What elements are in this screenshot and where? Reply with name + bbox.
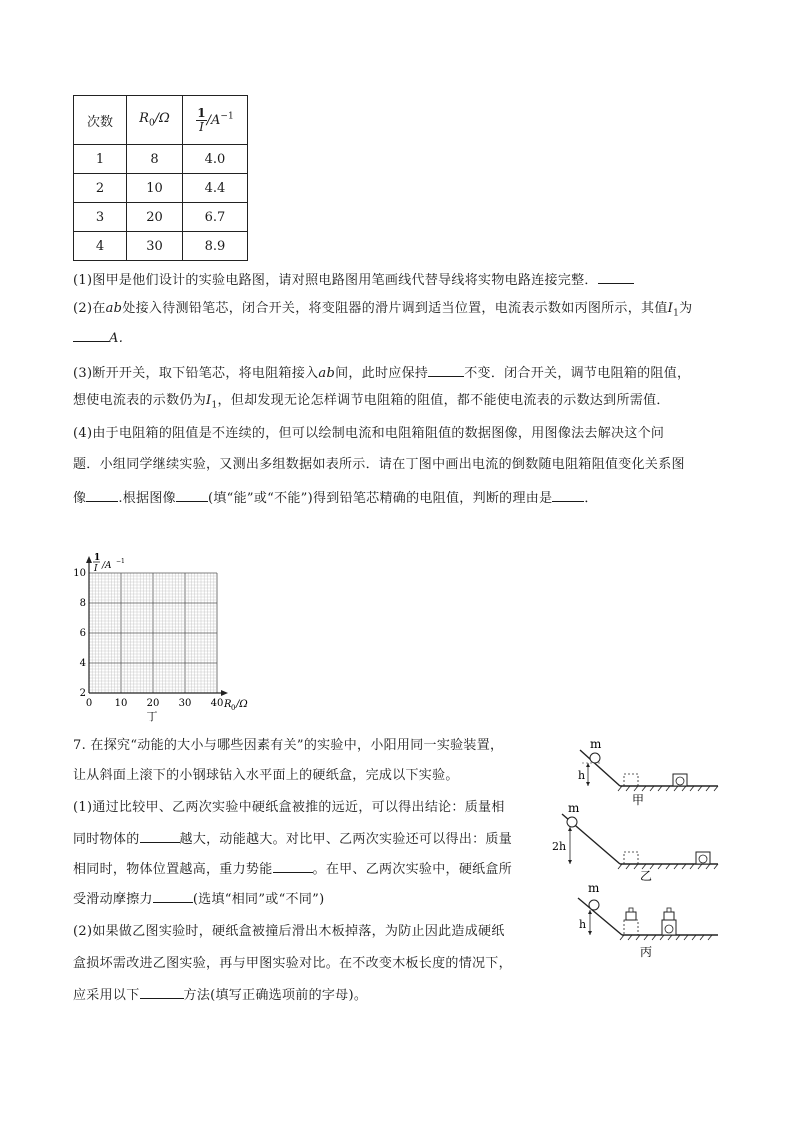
y-tick-label: 6 bbox=[79, 628, 86, 639]
floor-hatch bbox=[620, 935, 712, 940]
q7-line3 bbox=[73, 798, 505, 818]
x-tick-label: 20 bbox=[146, 698, 160, 709]
x-axis-arrow bbox=[221, 690, 228, 696]
table-row bbox=[74, 174, 248, 203]
x-ticks bbox=[86, 698, 224, 709]
header-count: 次数 bbox=[74, 96, 127, 145]
floor-hatch bbox=[618, 786, 718, 791]
weight-knob bbox=[667, 908, 671, 912]
box-start-dashed bbox=[624, 852, 638, 864]
figure-label-jia: 甲 bbox=[632, 793, 645, 807]
x-tick-label: 0 bbox=[85, 698, 93, 709]
q6-p2-I: I bbox=[667, 301, 674, 316]
cell-inv: 6.7 bbox=[183, 203, 248, 232]
q7-text: 越大，动能越大。对比甲、乙两次实验还可以得出：质量 bbox=[179, 832, 513, 847]
q6-part2-cont bbox=[73, 327, 123, 349]
q7-line2 bbox=[73, 766, 459, 786]
q6-part4-line3 bbox=[73, 487, 598, 509]
inverse-fraction bbox=[196, 107, 206, 134]
q6-p4-text-a: (4)由于电阻箱的阻值是不连续的，但可以绘制电流和电阻箱阻值的数据图像，用图像法去解决这个问 bbox=[73, 426, 665, 441]
x-tick-label: 30 bbox=[178, 698, 192, 709]
header-inv-unit: /A bbox=[206, 112, 221, 128]
steel-ball bbox=[590, 753, 600, 763]
q7-line8 bbox=[73, 954, 512, 974]
q7-line6 bbox=[73, 888, 324, 910]
graph-caption: 丁 bbox=[146, 710, 158, 723]
q6-p4-text-b: 题．小组同学继续实验，又测出多组数据如表所示．请在丁图中画出电流的倒数随电阻箱阻值变化关系图 bbox=[73, 457, 685, 472]
q6-p4-text-f: ． bbox=[584, 491, 598, 506]
answer-blank[interactable] bbox=[140, 984, 184, 999]
cell-r0: 8 bbox=[127, 145, 183, 174]
q7-text: 相同时，物体位置越高，重力势能 bbox=[73, 862, 273, 877]
y-tick-label: 2 bbox=[79, 688, 86, 699]
q7-text: 同时物体的 bbox=[73, 832, 140, 847]
paper-box bbox=[696, 852, 710, 864]
answer-blank[interactable] bbox=[598, 269, 634, 284]
y-tick-label: 4 bbox=[79, 658, 86, 669]
height-arrow-up bbox=[586, 763, 590, 767]
mass-label: m bbox=[568, 801, 580, 815]
q7-text: 。在甲、乙两次实验中，硬纸盒所 bbox=[312, 862, 513, 877]
cell-r0: 20 bbox=[127, 203, 183, 232]
table-row bbox=[74, 203, 248, 232]
data-table bbox=[73, 95, 248, 261]
weight-block bbox=[664, 912, 674, 920]
q6-p2-unit: A. bbox=[109, 331, 124, 346]
figure-label-bing: 丙 bbox=[640, 945, 653, 959]
answer-blank[interactable] bbox=[428, 362, 464, 377]
q6-p3-text-c: 不变．闭合开关，调节电阻箱的阻值， bbox=[464, 366, 691, 381]
frac-denominator: I bbox=[199, 119, 204, 134]
y-axis-arrow bbox=[86, 556, 92, 563]
height-label: h bbox=[579, 918, 587, 931]
q7-line4 bbox=[73, 828, 512, 850]
q6-part3-line1 bbox=[73, 362, 690, 384]
y-label-num: 1 bbox=[94, 553, 101, 563]
q7-text: 应采用以下 bbox=[73, 988, 140, 1003]
height-arrow-up bbox=[588, 910, 592, 914]
table-row bbox=[74, 145, 248, 174]
paper-box bbox=[673, 774, 687, 786]
height-arrow-up bbox=[568, 827, 572, 831]
cell-count: 2 bbox=[74, 174, 127, 203]
q6-p2-text-a: (2)在 bbox=[73, 301, 106, 316]
weight-block bbox=[626, 912, 636, 920]
q7-text: 7. 在探究“动能的大小与哪些因素有关”的实验中，小阳用同一实验装置， bbox=[73, 738, 504, 753]
q6-p3-ab: ab bbox=[318, 366, 336, 381]
x-unit: /Ω bbox=[236, 699, 248, 710]
header-r0 bbox=[127, 96, 183, 145]
box-start-dashed bbox=[624, 920, 638, 935]
q6-part1 bbox=[73, 269, 634, 291]
cell-r0: 10 bbox=[127, 174, 183, 203]
q6-p2-I-sub: 1 bbox=[673, 308, 680, 319]
q6-p3-I: I bbox=[206, 393, 212, 408]
header-r0-unit: /Ω bbox=[154, 111, 170, 127]
q6-p3-text-d: 想使电流表的示数仍为 bbox=[73, 393, 207, 408]
header-r0-sub: 0 bbox=[148, 118, 155, 129]
y-label-den: I bbox=[94, 564, 98, 574]
q6-p3-I-sub: 1 bbox=[211, 400, 218, 411]
answer-blank[interactable] bbox=[176, 487, 208, 502]
cell-count: 4 bbox=[74, 232, 127, 261]
q6-part3-line2 bbox=[73, 391, 670, 416]
answer-blank[interactable] bbox=[86, 487, 118, 502]
height-arrow-down bbox=[568, 860, 572, 864]
q6-p2-ab: ab bbox=[105, 301, 123, 316]
cell-inv: 8.9 bbox=[183, 232, 248, 261]
table-header-row bbox=[74, 96, 248, 145]
x-label-sub: 0 bbox=[231, 704, 236, 712]
q6-p4-text-c: 像 bbox=[73, 491, 87, 506]
floor-hatch bbox=[618, 864, 718, 869]
cell-count: 3 bbox=[74, 203, 127, 232]
q7-text: 盒损坏需改进乙图实验，再与甲图实验对比。在不改变木板长度的情况下， bbox=[73, 956, 512, 971]
q7-text: (1)通过比较甲、乙两次实验中硬纸盒被推的远近，可以得出结论：质量相 bbox=[73, 800, 505, 815]
header-r0-symbol: R bbox=[139, 111, 149, 127]
y-unit-sup: −1 bbox=[116, 558, 125, 565]
q7-text: 方法(填写正确选项前的字母)。 bbox=[183, 988, 368, 1003]
ramp bbox=[580, 750, 620, 786]
weight-knob bbox=[629, 908, 633, 912]
x-tick-label: 40 bbox=[210, 698, 224, 709]
q6-p2-text-c: 为 bbox=[679, 301, 693, 316]
box-start-dashed bbox=[624, 774, 638, 786]
q6-p3-text-a: (3)断开开关，取下铅笔芯，将电阻箱接入 bbox=[73, 366, 319, 381]
mass-label: m bbox=[588, 881, 600, 895]
q7-line9 bbox=[73, 984, 367, 1006]
figure-label-yi: 乙 bbox=[640, 869, 653, 882]
q7-text: 让从斜面上滚下的小钢球钻入水平面上的硬纸盒，完成以下实验。 bbox=[73, 768, 459, 783]
q6-p1-text: (1)图甲是他们设计的实验电路图，请对照电路图用笔画线代替导线将实物电路连接完整． bbox=[73, 273, 598, 288]
cell-inv: 4.0 bbox=[183, 145, 248, 174]
height-label: h bbox=[578, 769, 586, 782]
graph-ding bbox=[66, 548, 266, 728]
q7-line7 bbox=[73, 922, 505, 942]
height-arrow-down bbox=[588, 931, 592, 935]
figure-bing bbox=[564, 880, 724, 962]
mass-label: m bbox=[590, 737, 602, 751]
q7-line5 bbox=[73, 858, 512, 880]
figure-yi bbox=[548, 800, 730, 882]
steel-ball bbox=[567, 817, 577, 827]
q7-text: 受滑动摩擦力 bbox=[73, 892, 153, 907]
q6-part4-line2 bbox=[73, 455, 685, 475]
q7-text: (选填“相同”或“不同”) bbox=[192, 892, 325, 907]
q6-p4-text-d: .根据图像 bbox=[118, 491, 176, 506]
y-tick-label: 8 bbox=[79, 598, 86, 609]
height-label: 2h bbox=[552, 840, 567, 853]
q6-p3-text-b: 间，此时应保持 bbox=[335, 366, 429, 381]
y-unit: /A bbox=[102, 561, 112, 571]
frac-numerator: 1 bbox=[197, 105, 206, 120]
cell-count: 1 bbox=[74, 145, 127, 174]
y-ticks bbox=[73, 568, 86, 699]
q6-p2-text-b: 处接入待测铅笔芯，闭合开关，将变阻器的滑片调到适当位置，电流表示数如丙图所示，其值 bbox=[122, 301, 668, 316]
answer-blank[interactable] bbox=[153, 888, 193, 903]
q6-part2 bbox=[73, 299, 692, 324]
table-row bbox=[74, 232, 248, 261]
answer-blank[interactable] bbox=[140, 828, 180, 843]
q6-part4-line1 bbox=[73, 424, 664, 444]
header-inv-sup: −1 bbox=[220, 111, 234, 122]
steel-ball bbox=[589, 900, 599, 910]
header-inverse-current bbox=[183, 96, 248, 145]
cell-r0: 30 bbox=[127, 232, 183, 261]
figure-jia bbox=[560, 736, 730, 808]
height-arrow-down bbox=[586, 782, 590, 786]
answer-blank[interactable] bbox=[73, 327, 109, 342]
y-tick-label: 10 bbox=[73, 568, 86, 579]
answer-blank[interactable] bbox=[273, 858, 313, 873]
q7-text: (2)如果做乙图实验时，硬纸盒被撞后滑出木板掉落，为防止因此造成硬纸 bbox=[73, 924, 505, 939]
q6-p4-text-e: (填“能”或“不能”)得到铅笔芯精确的电阻值，判断的理由是 bbox=[207, 491, 553, 506]
q7-line1 bbox=[73, 736, 503, 756]
answer-blank[interactable] bbox=[552, 487, 584, 502]
cell-inv: 4.4 bbox=[183, 174, 248, 203]
q6-p3-text-e: ，但却发现无论怎样调节电阻箱的阻值，都不能使电流表的示数达到所需值． bbox=[217, 393, 670, 408]
graph-grid bbox=[89, 573, 217, 693]
x-label: R bbox=[224, 699, 232, 710]
x-tick-label: 10 bbox=[114, 698, 128, 709]
